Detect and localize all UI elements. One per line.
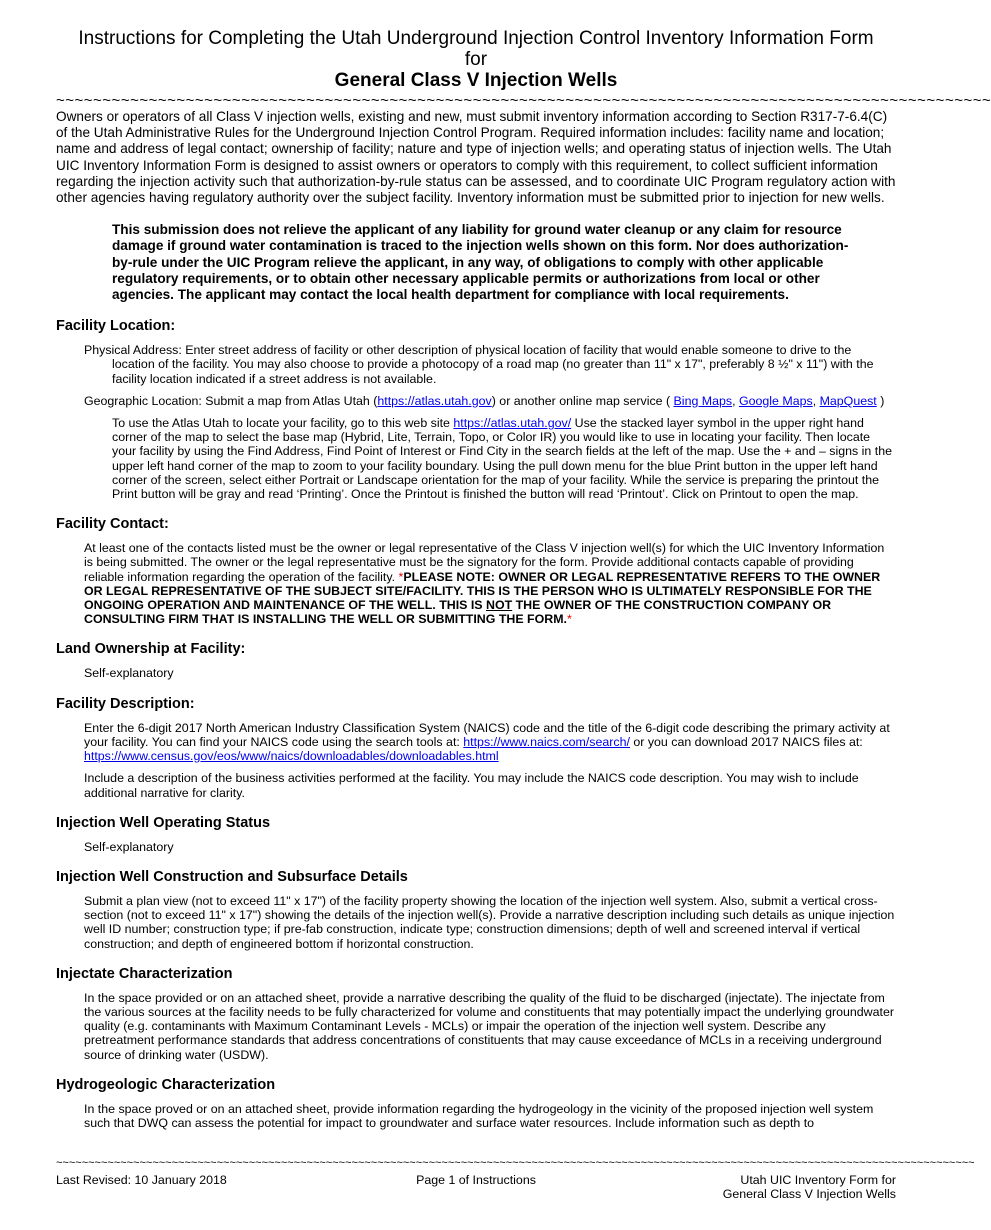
heading-operating-status: Injection Well Operating Status (56, 814, 271, 831)
contact-text: At least one of the contacts listed must be the owner or legal representative of the Class V injection well(s) for which the UIC Inventory Information is being submitted. The owner or the legal representative must be the signatory for the form. Provide additional contacts capable of providing reliable information regarding the operation of the facility. (84, 541, 885, 584)
footer-form-name (723, 1173, 896, 1201)
document-title-main: General Class V Injection Wells (334, 70, 618, 91)
business-description-instructions: Include a description of the business activities performed at the facility. You may include the NAICS code description. You may wish to include additional narrative for clarity. (84, 771, 859, 800)
physical-address-instructions: Physical Address: Enter street address of facility or other description of physical location of facility that would enable someone to drive to the location of the facility. You may also choose to provide a photocopy of a road map (no greater than 11" x 17", preferably 8 ½" x 11") with the facility location indicated if a street address is not available. (84, 343, 874, 386)
injectate-instructions: In the space provided or on an attached sheet, provide a narrative describing the quality of the fluid to be discharged (injectate). The injectate from the various sources at the facility needs to be fully characterized for volume and constituents that may potentially impact the underlying groundwater quality (e.g. contaminants with Maximum Contaminant Levels - MCLs) or impair the operation of the injection well system. Describe any pretreatment performance standards that address concentrations of constituents that may cause exceedance of MCLs in a receiving underground source of drinking water (USDW). (84, 990, 894, 1062)
google-maps-link[interactable]: Google Maps (738, 393, 813, 408)
footer-page-number: Page 1 of Instructions (416, 1173, 536, 1187)
facility-contact-instructions (84, 541, 896, 626)
contact-note-emphasis: NOT (486, 598, 513, 613)
heading-construction: Injection Well Construction and Subsurface Details (56, 868, 408, 885)
atlas-utah-instructions (112, 416, 896, 501)
land-ownership-text: Self-explanatory (84, 666, 174, 681)
naics-search-link[interactable]: https://www.naics.com/search/ (463, 734, 630, 749)
footer-revised-date: Last Revised: 10 January 2018 (56, 1173, 227, 1187)
heading-facility-contact: Facility Contact: (56, 516, 169, 533)
intro-paragraph: Owners or operators of all Class V injection wells, existing and new, must submit inventory information according to Section R317-7-6.4(C) of the Utah Administrative Rules for the Underground Injection Control Program. Required information includes: facility name and location; name and address of legal contact; ownership of facility; nature and type of injection wells; and operating status of injection wells. The Utah UIC Inventory Information Form is designed to assist owners or operators to comply with this requirement, to collect sufficient information regarding the injection activity such that authorization-by-rule status can be assessed, and to coordinate UIC Program regulatory action with other agencies having regulatory authority over the subject facility. Inventory information must be submitted prior to injection for new wells. (56, 109, 896, 206)
geographic-location-instructions (84, 394, 896, 408)
geo-text: , (732, 393, 739, 408)
operating-status-text: Self-explanatory (84, 839, 174, 854)
geo-text: ) or another online map service ( (491, 393, 674, 408)
hydrogeologic-instructions: In the space proved or on an attached sheet, provide information regarding the hydrogeology in the vicinity of the proposed injection well system such that DWQ can assess the potential for impact to groundwater and surface water resources. Include information such as depth to (84, 1101, 874, 1130)
atlas-utah-link[interactable]: https://atlas.utah.gov (377, 393, 492, 408)
atlas-text: Use the stacked layer symbol in the upper right hand corner of the map to select the base map (Hybrid, Lite, Terrain, Topo, or Color IR) you would like to use in locating your facility. Then locate your facility by using the Find Address, Find Point of Interest or Find City in the search fields at the left of the map. Use the + and – signs in the upper left hand corner of the map to zoom to your facility boundary. Using the pull down menu for the blue Print button in the upper left hand corner of the screen, select either Portrait or Landscape orientation for the map of your facility. While the service is preparing the printout the Print button will be gray and read ‘Printing’. Once the Printout is finished the button will read ‘Printout’. Click on Printout to open the map. (112, 416, 892, 502)
census-naics-link[interactable]: https://www.census.gov/eos/www/naics/downloadables/downloadables.html (84, 749, 499, 764)
document-page (56, 28, 991, 1130)
heading-land-ownership: Land Ownership at Facility: (56, 641, 246, 658)
heading-facility-description: Facility Description: (56, 695, 195, 712)
footer-form-name-line2: General Class V Injection Wells (722, 1187, 896, 1201)
atlas-utah-link-2[interactable]: https://atlas.utah.gov/ (453, 416, 572, 431)
naics-text: or you can download 2017 NAICS files at: (629, 734, 863, 749)
contact-note: PLEASE NOTE: OWNER OR LEGAL REPRESENTATIVE REFERS TO THE OWNER OR LEGAL REPRESENTATIVE OF THE SUBJECT SITE/FACILITY. THIS IS THE PERSON WHO IS ULTIMATELY RESPONSIBLE FOR THE ONGOING OPERATION AND MAINTENANCE OF THE WELL. THIS IS (84, 569, 881, 613)
liability-warning: This submission does not relieve the applicant of any liability for ground water cleanup or any claim for resource damage if ground water contamination is traced to the injection wells shown on this form. Nor does authorization-by-rule under the UIC Program relieve the applicant, in any way, of obligations to comply with other applicable regulatory requirements, or to obtain other necessary applicable permits or authorizations from local or other agencies. The applicant may contact the local health department for compliance with local requirements. (112, 222, 849, 303)
asterisk: * (566, 612, 572, 627)
title-separator: ~~~~~~~~~~~~~~~~~~~~~~~~~~~~~~~~~~~~~~~~~~~~~~~~~~~~~~~~~~~~~~~~~~~~~~~~~~~~~~~~~~~~~~~~~~~~~~~~~~~~~ (56, 92, 991, 109)
heading-hydrogeologic: Hydrogeologic Characterization (56, 1076, 276, 1093)
footer-form-name-line1: Utah UIC Inventory Form for (740, 1173, 896, 1187)
bing-maps-link[interactable]: Bing Maps (673, 393, 733, 408)
construction-instructions: Submit a plan view (not to exceed 11" x 17") of the facility property showing the location of the injection well system. Also, submit a vertical cross-section (not to exceed 11" x 17") showing the details of the injection well(s). Provide a narrative description including such details as unique injection well ID number; construction type; if pre-fab construction, indicate type; construction dimensions; depth of well and screened interval if vertical construction; and depth of engineered bottom if horizontal construction. (84, 893, 895, 951)
document-title-line1: Instructions for Completing the Utah Underground Injection Control Inventory Information Form (78, 28, 874, 49)
geo-text: ) (876, 393, 885, 408)
geo-text: Geographic Location: Submit a map from Atlas Utah ( (84, 393, 378, 408)
heading-injectate: Injectate Characterization (56, 965, 233, 982)
contact-note: THE OWNER OF THE CONSTRUCTION COMPANY OR CONSULTING FIRM THAT IS INSTALLING THE WELL OR SUBMITTING THE FORM. (84, 598, 832, 627)
geo-text: , (812, 393, 820, 408)
footer-separator: ~~~~~~~~~~~~~~~~~~~~~~~~~~~~~~~~~~~~~~~~~~~~~~~~~~~~~~~~~~~~~~~~~~~~~~~~~~~~~~~~~~~~~~~~~~~~~~~~~~~~~~~~~~~~~~~~~~~~~~~~~~~~~~~~~~~~~~~~~~~~~~~ (56, 1157, 975, 1169)
mapquest-link[interactable]: MapQuest (819, 393, 877, 408)
heading-facility-location: Facility Location: (56, 318, 176, 335)
naics-text: Enter the 6-digit 2017 North American Industry Classification System (NAICS) code and the title of the 6-digit code describing the primary activity at your facility. You can find your NAICS code using the search tools at: (84, 720, 890, 749)
atlas-text: To use the Atlas Utah to locate your facility, go to this web site (112, 416, 454, 431)
document-title-line2: for (464, 49, 488, 70)
asterisk: * (398, 569, 404, 584)
naics-instructions (84, 721, 896, 764)
